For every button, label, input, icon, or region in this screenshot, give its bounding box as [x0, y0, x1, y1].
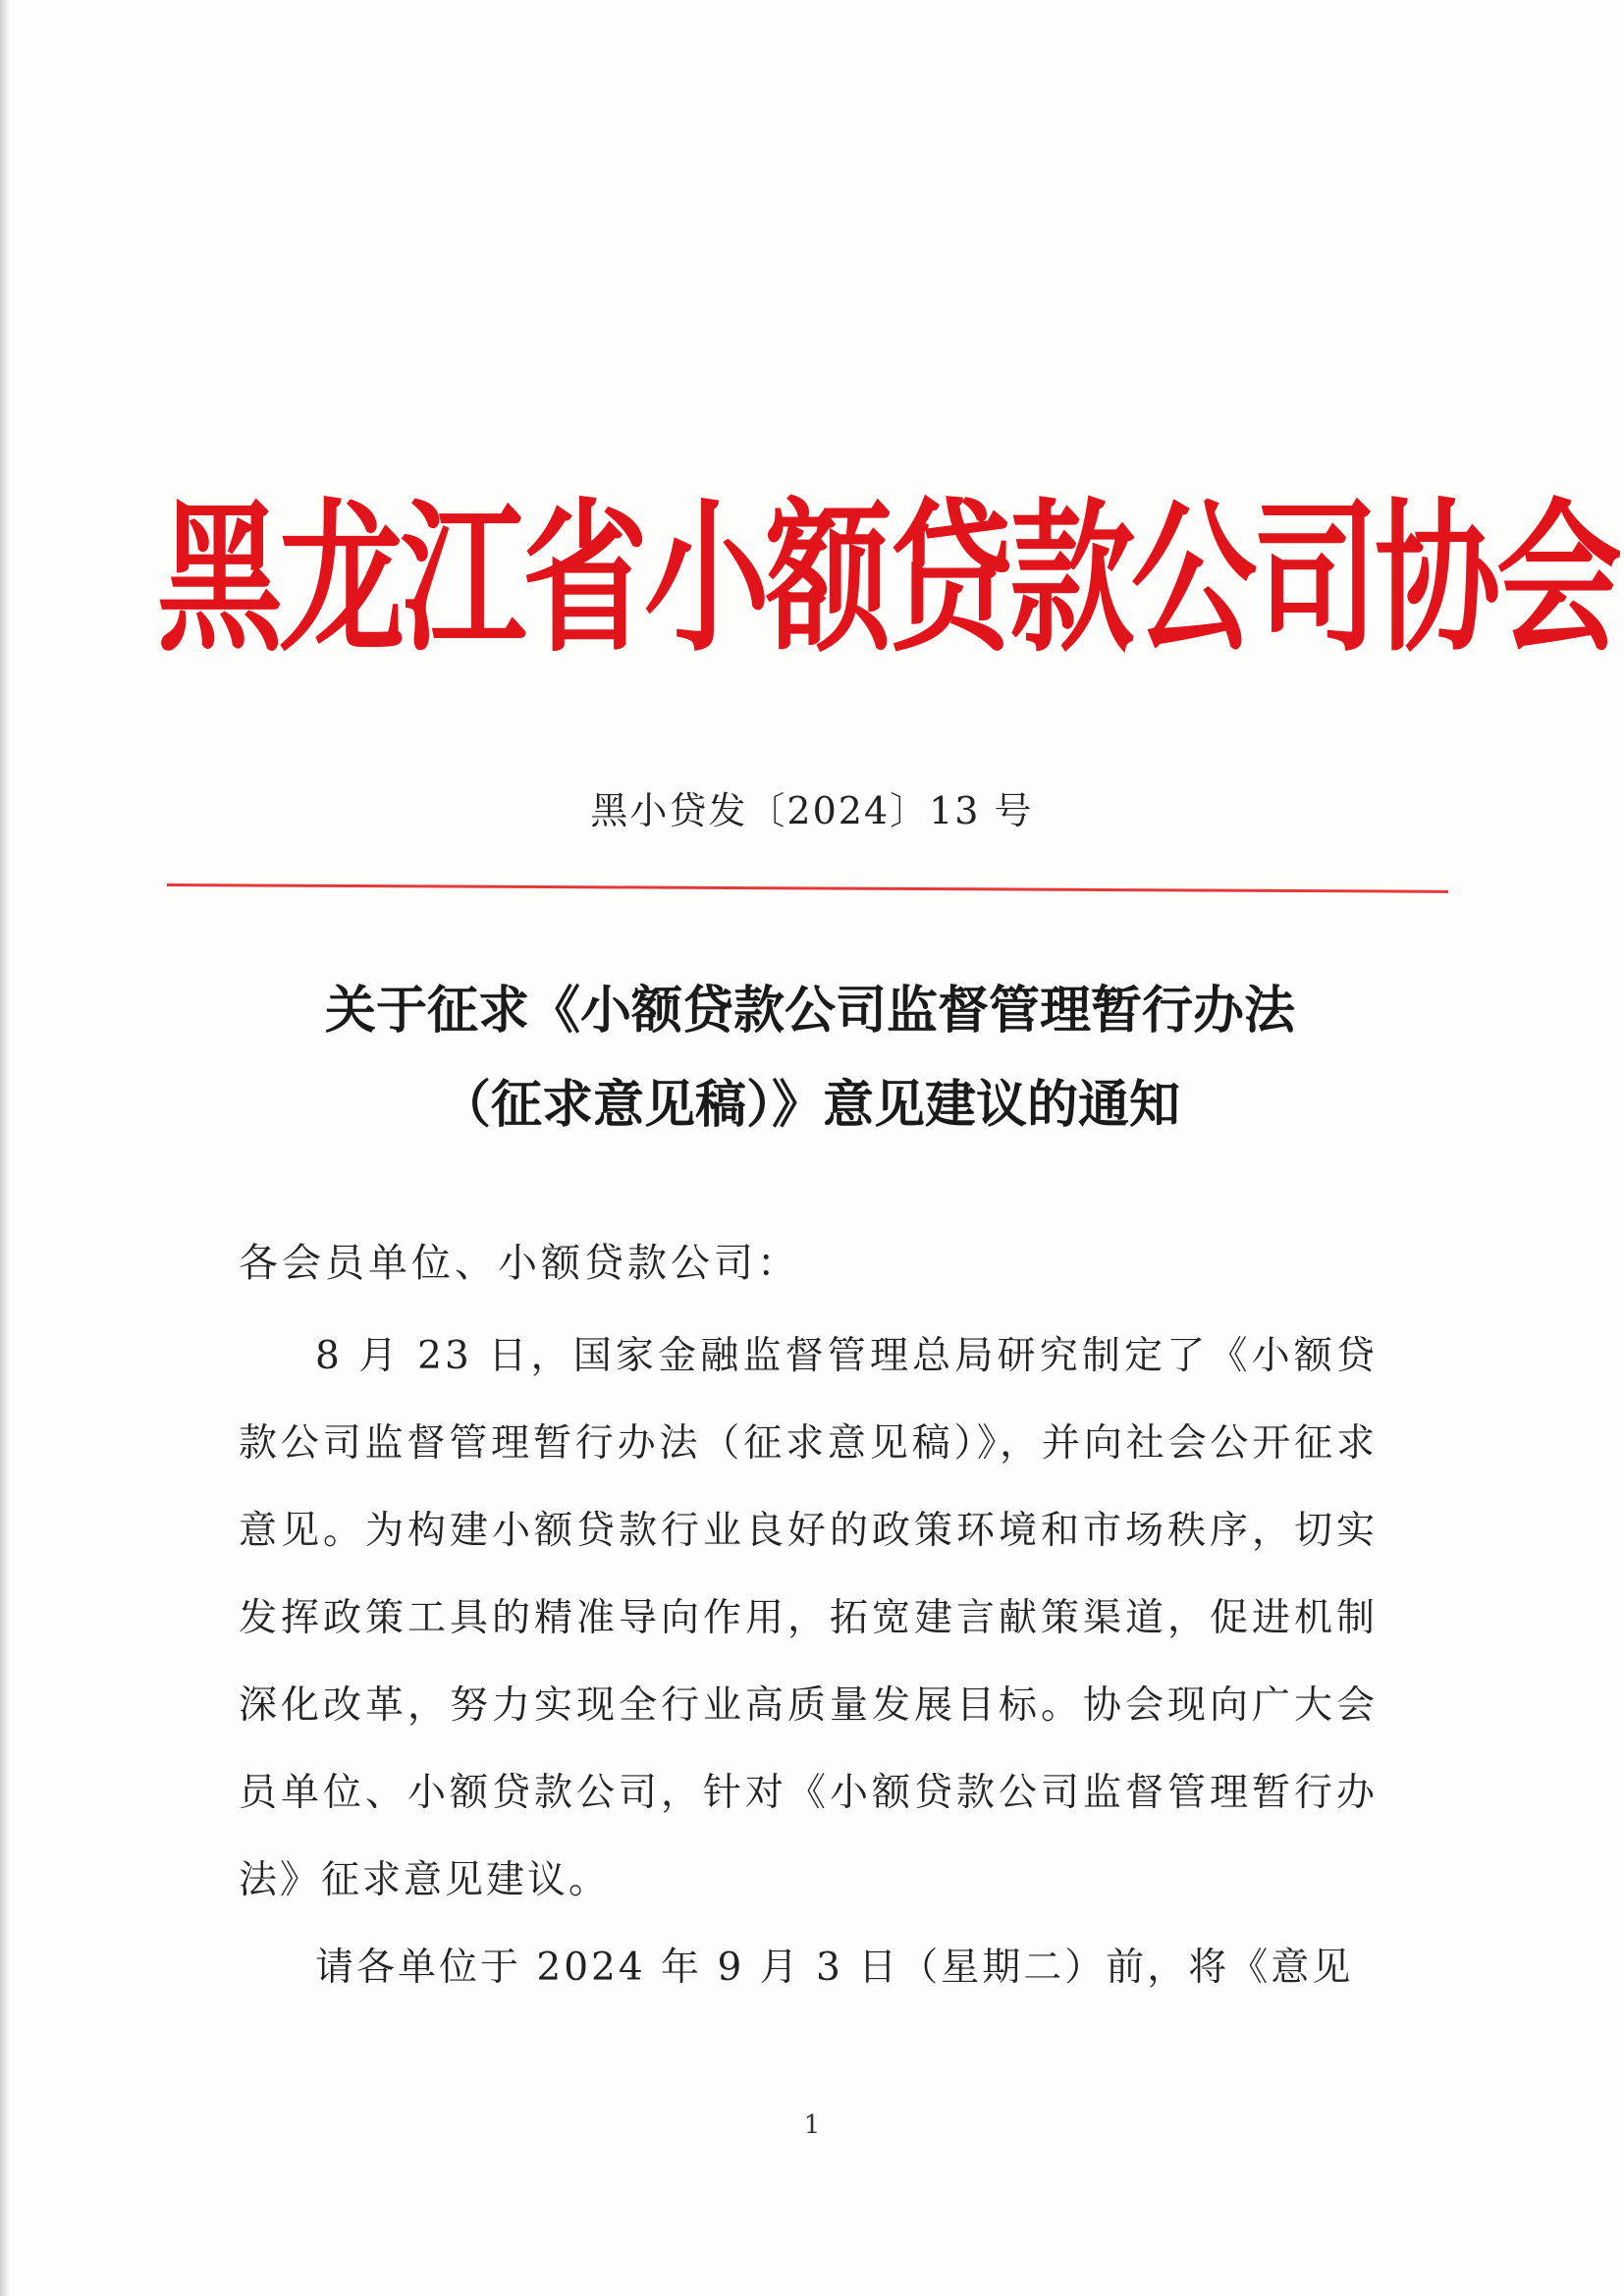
paragraph-2: 请各单位于 2024 年 9 月 3 日（星期二）前，将《意见: [315, 1946, 1354, 1990]
title-line-1: 关于征求《小额贷款公司监督管理暂行办法: [324, 982, 1295, 1041]
salutation: 各会员单位、小额贷款公司：: [239, 1241, 800, 1286]
page-number: 1: [803, 2110, 821, 2140]
title-line-2: （征求意见稿）》意见建议的通知: [439, 1076, 1180, 1135]
issuer-masthead: 黑龙江省小额贷款公司协会: [157, 483, 1619, 675]
red-divider-line: [167, 883, 1448, 893]
scan-edge-shadow: [0, 0, 10, 2296]
paragraph-1: 8 月 23 日，国家金融监督管理总局研究制定了《小额贷款公司监督管理暂行办法（征求意见稿）》，并向社会公开征求意见。为构建小额贷款行业良好的政策环境和市场秩序，切实发挥政策工具的精准导向作用，拓宽建言献策渠道，促进机制深化改革，努力实现全行业高质量发展目标。协会现向广大会员单位、小额贷款公司，针对《小额贷款公司监督管理暂行办法》征求意见建议。: [239, 1334, 1378, 1902]
body-text: [239, 1312, 1378, 2011]
document-number: 黑小贷发〔2024〕13 号: [590, 789, 1034, 832]
document-title: [196, 964, 1424, 1152]
